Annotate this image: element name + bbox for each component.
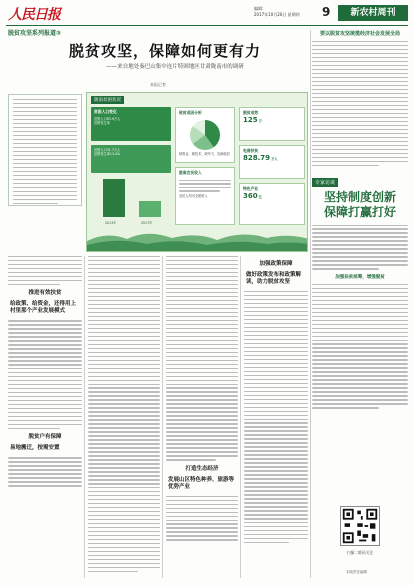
column-divider <box>310 30 311 578</box>
masthead <box>6 4 408 26</box>
byline: 本报记者 <box>150 82 166 87</box>
infographic-title: 陇南贫困状况 <box>91 96 124 104</box>
text-column-3 <box>166 256 238 578</box>
results-panel <box>239 107 305 141</box>
qr-caption: 扫描二维码关注 <box>346 550 374 555</box>
bar-2017 <box>139 201 161 217</box>
series-tag: 脱贫攻坚系列报道③ <box>8 30 62 37</box>
column-divider <box>84 256 85 578</box>
pull-quote: 做好政策发布和政策解读，助力脱贫攻坚 <box>246 272 302 285</box>
panel-heading: 致贫成因分析 <box>179 110 202 115</box>
column-divider <box>240 256 241 578</box>
infographic <box>86 92 308 252</box>
section-title: 脱贫户有保障 <box>28 434 62 441</box>
panel-heading: 电商扶贫 <box>243 148 259 153</box>
industry-value: 360 <box>243 192 258 200</box>
subheadline: ——来自地处秦巴山集中连片特困地区甘肃陇南市的调研 <box>106 64 244 70</box>
panel-heading: 陇南农民收入 <box>179 170 202 175</box>
reasons-pie-chart <box>190 120 220 150</box>
panel-heading: 特色产业 <box>243 186 259 191</box>
text-column-1 <box>8 256 82 578</box>
ecommerce-panel <box>239 145 305 179</box>
card-text: 贫困发生率 <box>94 121 110 126</box>
section-title: 加强政策保障 <box>259 261 293 267</box>
edition-line: 2017年10月26日 星期四 <box>254 11 300 17</box>
edition-line: 编辑: <box>254 6 264 11</box>
card-text: 贫困发生率13.4% <box>94 152 121 157</box>
panel-text: 农民人均可支配收入 <box>179 193 208 198</box>
card-text: 贫困人口83.9万人 <box>94 117 121 121</box>
pull-quote: 给政策、给资金，还得用上村里那个产业发展模式 <box>10 301 77 315</box>
expert-title-line: 保障打赢打好 <box>323 204 396 219</box>
bar-label: 2013年 <box>105 221 117 225</box>
column-divider <box>162 256 163 578</box>
section-badge: 新农村周刊 <box>338 5 408 21</box>
ecommerce-unit: 万人 <box>271 157 278 161</box>
poverty-2017-card <box>91 145 171 173</box>
edition-info <box>254 6 314 17</box>
right-column-heading: 要以脱贫攻坚统揽经济社会发展全局 <box>319 31 400 37</box>
text-column-4 <box>244 256 308 578</box>
right-subheading: 加强扶贫统筹，增强脱贫 <box>335 274 385 280</box>
results-unit: 万 <box>258 119 262 123</box>
editor-info: 本版责任编辑 <box>346 570 367 574</box>
right-column <box>312 30 408 580</box>
page-number: 9 <box>322 5 331 19</box>
section-title: 打造生态经济 <box>185 465 219 472</box>
text-column-2 <box>88 256 160 578</box>
section-title: 推进有效扶贫 <box>28 290 62 297</box>
card-heading: 贫困人口变化 <box>94 109 117 114</box>
reasons-panel <box>175 107 235 163</box>
headline: 脱贫攻坚，保障如何更有力 <box>68 42 261 60</box>
income-panel <box>175 167 235 225</box>
ecommerce-value: 828.79 <box>243 154 271 162</box>
mountain-illustration <box>87 229 308 251</box>
industry-unit: 亿 <box>258 195 262 199</box>
qr-code[interactable] <box>340 506 380 546</box>
intro-text-box <box>8 94 82 206</box>
bar-figure <box>93 175 171 225</box>
panel-text: 缺资金、缺技术、缺劳力、因病致贫 <box>179 152 230 156</box>
pull-quote: 发展山区特色种养、旅游等优势产业 <box>168 476 235 490</box>
card-text: 贫困人口31.7万人 <box>94 148 121 152</box>
newspaper-logo: 人民日报 <box>8 7 60 23</box>
industry-panel <box>239 183 305 225</box>
results-value: 125 <box>243 116 258 124</box>
poverty-2013-card <box>91 107 171 141</box>
bar-label: 2017年 <box>141 221 153 225</box>
bar-2013 <box>103 179 125 217</box>
panel-heading: 脱贫成效 <box>243 110 259 115</box>
expert-interview-tag: 专家访谈 <box>312 178 338 187</box>
expert-title-line: 坚持制度创新 <box>323 189 396 204</box>
pull-quote: 易地搬迁，按需安置 <box>10 445 60 452</box>
